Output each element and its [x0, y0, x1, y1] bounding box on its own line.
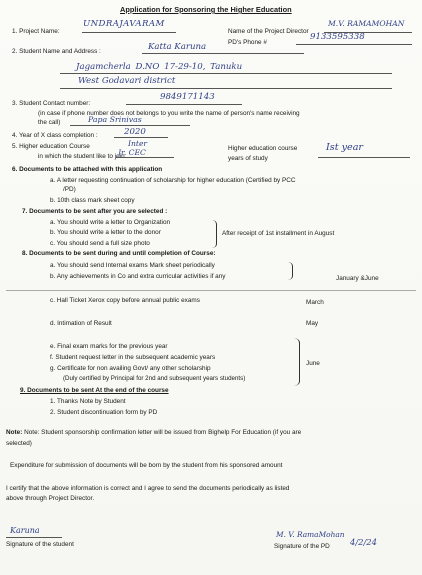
section9-item-1: 1. Thanks Note by Student	[50, 398, 126, 405]
student-name-value: Katta Karuna	[148, 42, 207, 52]
project-name-line	[82, 32, 176, 33]
contact-label: 3. Student Contact number:	[12, 100, 91, 107]
project-name-label: 1. Project Name:	[12, 28, 60, 35]
course-value: Inter	[128, 139, 148, 148]
section8-item-d: d. Intimation of Result	[50, 320, 112, 327]
pd-phone-line	[296, 44, 412, 45]
note-sponsorship-text: Note: Student sponsorship confirmation letter will be issued from Bighelp For Education (if you are	[24, 429, 302, 436]
address-line1-rule	[60, 73, 392, 74]
section7-heading: 7. Documents to be sent after you are selected :	[22, 208, 168, 215]
contact-person-line	[70, 125, 190, 126]
course-years-value: Ist year	[326, 142, 364, 153]
pd-signature: M. V. RamaMohan	[276, 530, 345, 539]
year-value: 2020	[124, 127, 146, 137]
note-expenditure: Expenditure for submission of documents will be born by the student from his sponsored amount	[10, 462, 283, 469]
pd-phone-label: PD's Phone #	[228, 39, 267, 46]
section8-item-g: g. Certificate for non availing Govt/ any other scholarship	[50, 365, 211, 372]
contact-note2: the call)	[38, 119, 61, 126]
course-label: 5. Higher education Course	[12, 143, 90, 150]
section9-item-2: 2. Student discontinuation form by PD	[50, 409, 158, 416]
pd-signature-date: 4/2/24	[350, 537, 377, 547]
certify-text-cont: above through Project Director.	[6, 495, 95, 502]
section7-item-b: b. You should write a letter to the donor	[50, 229, 161, 236]
section8-item-b: b. Any achievements in Co and extra curricular activities if any	[50, 273, 226, 280]
section7-item-c: c. You should send a full size photo	[50, 240, 150, 247]
note-sponsorship-cont: selected)	[6, 440, 32, 447]
section8-d-when: May	[306, 320, 319, 327]
form-title: Application for Sponsoring the Higher Education	[120, 5, 292, 14]
address-line1: Jagamcherla D.NO 17-29-10, Tanuku	[76, 62, 243, 72]
course-years-label2: years of study	[228, 155, 268, 162]
contact-person-value: Papa Srinivas	[88, 115, 142, 124]
course-value2: Jr. CEC	[118, 148, 146, 157]
student-label: 2. Student Name and Address :	[12, 48, 101, 55]
student-signature: Karuna	[10, 526, 40, 535]
section6-item-b: b. 10th class mark sheet copy	[50, 197, 135, 204]
project-name-value: UNDRAJAVARAM	[83, 19, 165, 29]
year-line	[114, 137, 168, 138]
course-line	[116, 157, 174, 158]
director-value: M.V. RAMAMOHAN	[328, 19, 405, 28]
student-name-line	[142, 53, 304, 54]
contact-line	[126, 104, 242, 105]
section8-item-e: e. Final exam marks for the previous year	[50, 343, 168, 350]
course-label2: in which the student like to join	[38, 153, 125, 160]
section8-item-a: a. You should send Internal exams Mark sheet periodically	[50, 262, 215, 269]
director-label: Name of the Project Director	[228, 28, 309, 35]
certify-text: I certify that the above information is correct and I agree to send the documents periodically as listed	[6, 485, 290, 492]
section8-efg-when: June	[306, 360, 320, 367]
contact-value: 9849171143	[160, 92, 215, 102]
section7-note: After receipt of 1st installment in August	[222, 230, 335, 237]
note-sponsorship: Note: Note: Student sponsorship confirmation letter will be issued from Bighelp For Education (if you are	[6, 429, 302, 436]
section8-heading: 8. Documents to be sent during and until completion of Course:	[22, 250, 216, 257]
section9-heading: 9. Documents to be sent At the end of the course	[20, 387, 169, 394]
section8-item-c: c. Hall Ticket Xerox copy before annual public exams	[50, 297, 200, 304]
section7-brace	[212, 220, 217, 248]
course-years-label: Higher education course	[228, 145, 298, 152]
student-signature-line	[6, 537, 62, 538]
section6-item-a2: /PD)	[63, 186, 76, 193]
contact-note: (in case if phone number does not belongs to you write the name of person's name receiving	[38, 110, 300, 117]
section8-item-g2: (Duly certified by Principal for 2nd and subsequent years students)	[63, 375, 246, 382]
pd-signature-label: Signature of the PD	[274, 543, 330, 550]
section7-item-a: a. You should write a letter to Organization	[50, 219, 171, 226]
section8-efg-brace	[294, 338, 300, 386]
section6-heading: 6. Documents to be attached with this application	[12, 166, 163, 173]
section8-ab-when: January &June	[336, 275, 379, 282]
year-label: 4. Year of X class completion :	[12, 132, 98, 139]
section8-item-f: f. Student request letter in the subsequent academic years	[50, 354, 216, 361]
address-line2-rule	[60, 88, 392, 89]
pd-phone-value: 9133595338	[310, 32, 365, 42]
section8-c-when: March	[306, 299, 324, 306]
course-years-line	[318, 157, 410, 158]
student-signature-label: Signature of the student	[6, 541, 74, 548]
section8-ab-brace	[288, 262, 293, 280]
page-fold	[6, 290, 416, 291]
section6-item-a: a. A letter requesting continuation of scholarship for higher education (Certified by PCC	[50, 177, 296, 184]
address-line2: West Godavari district	[78, 76, 176, 86]
